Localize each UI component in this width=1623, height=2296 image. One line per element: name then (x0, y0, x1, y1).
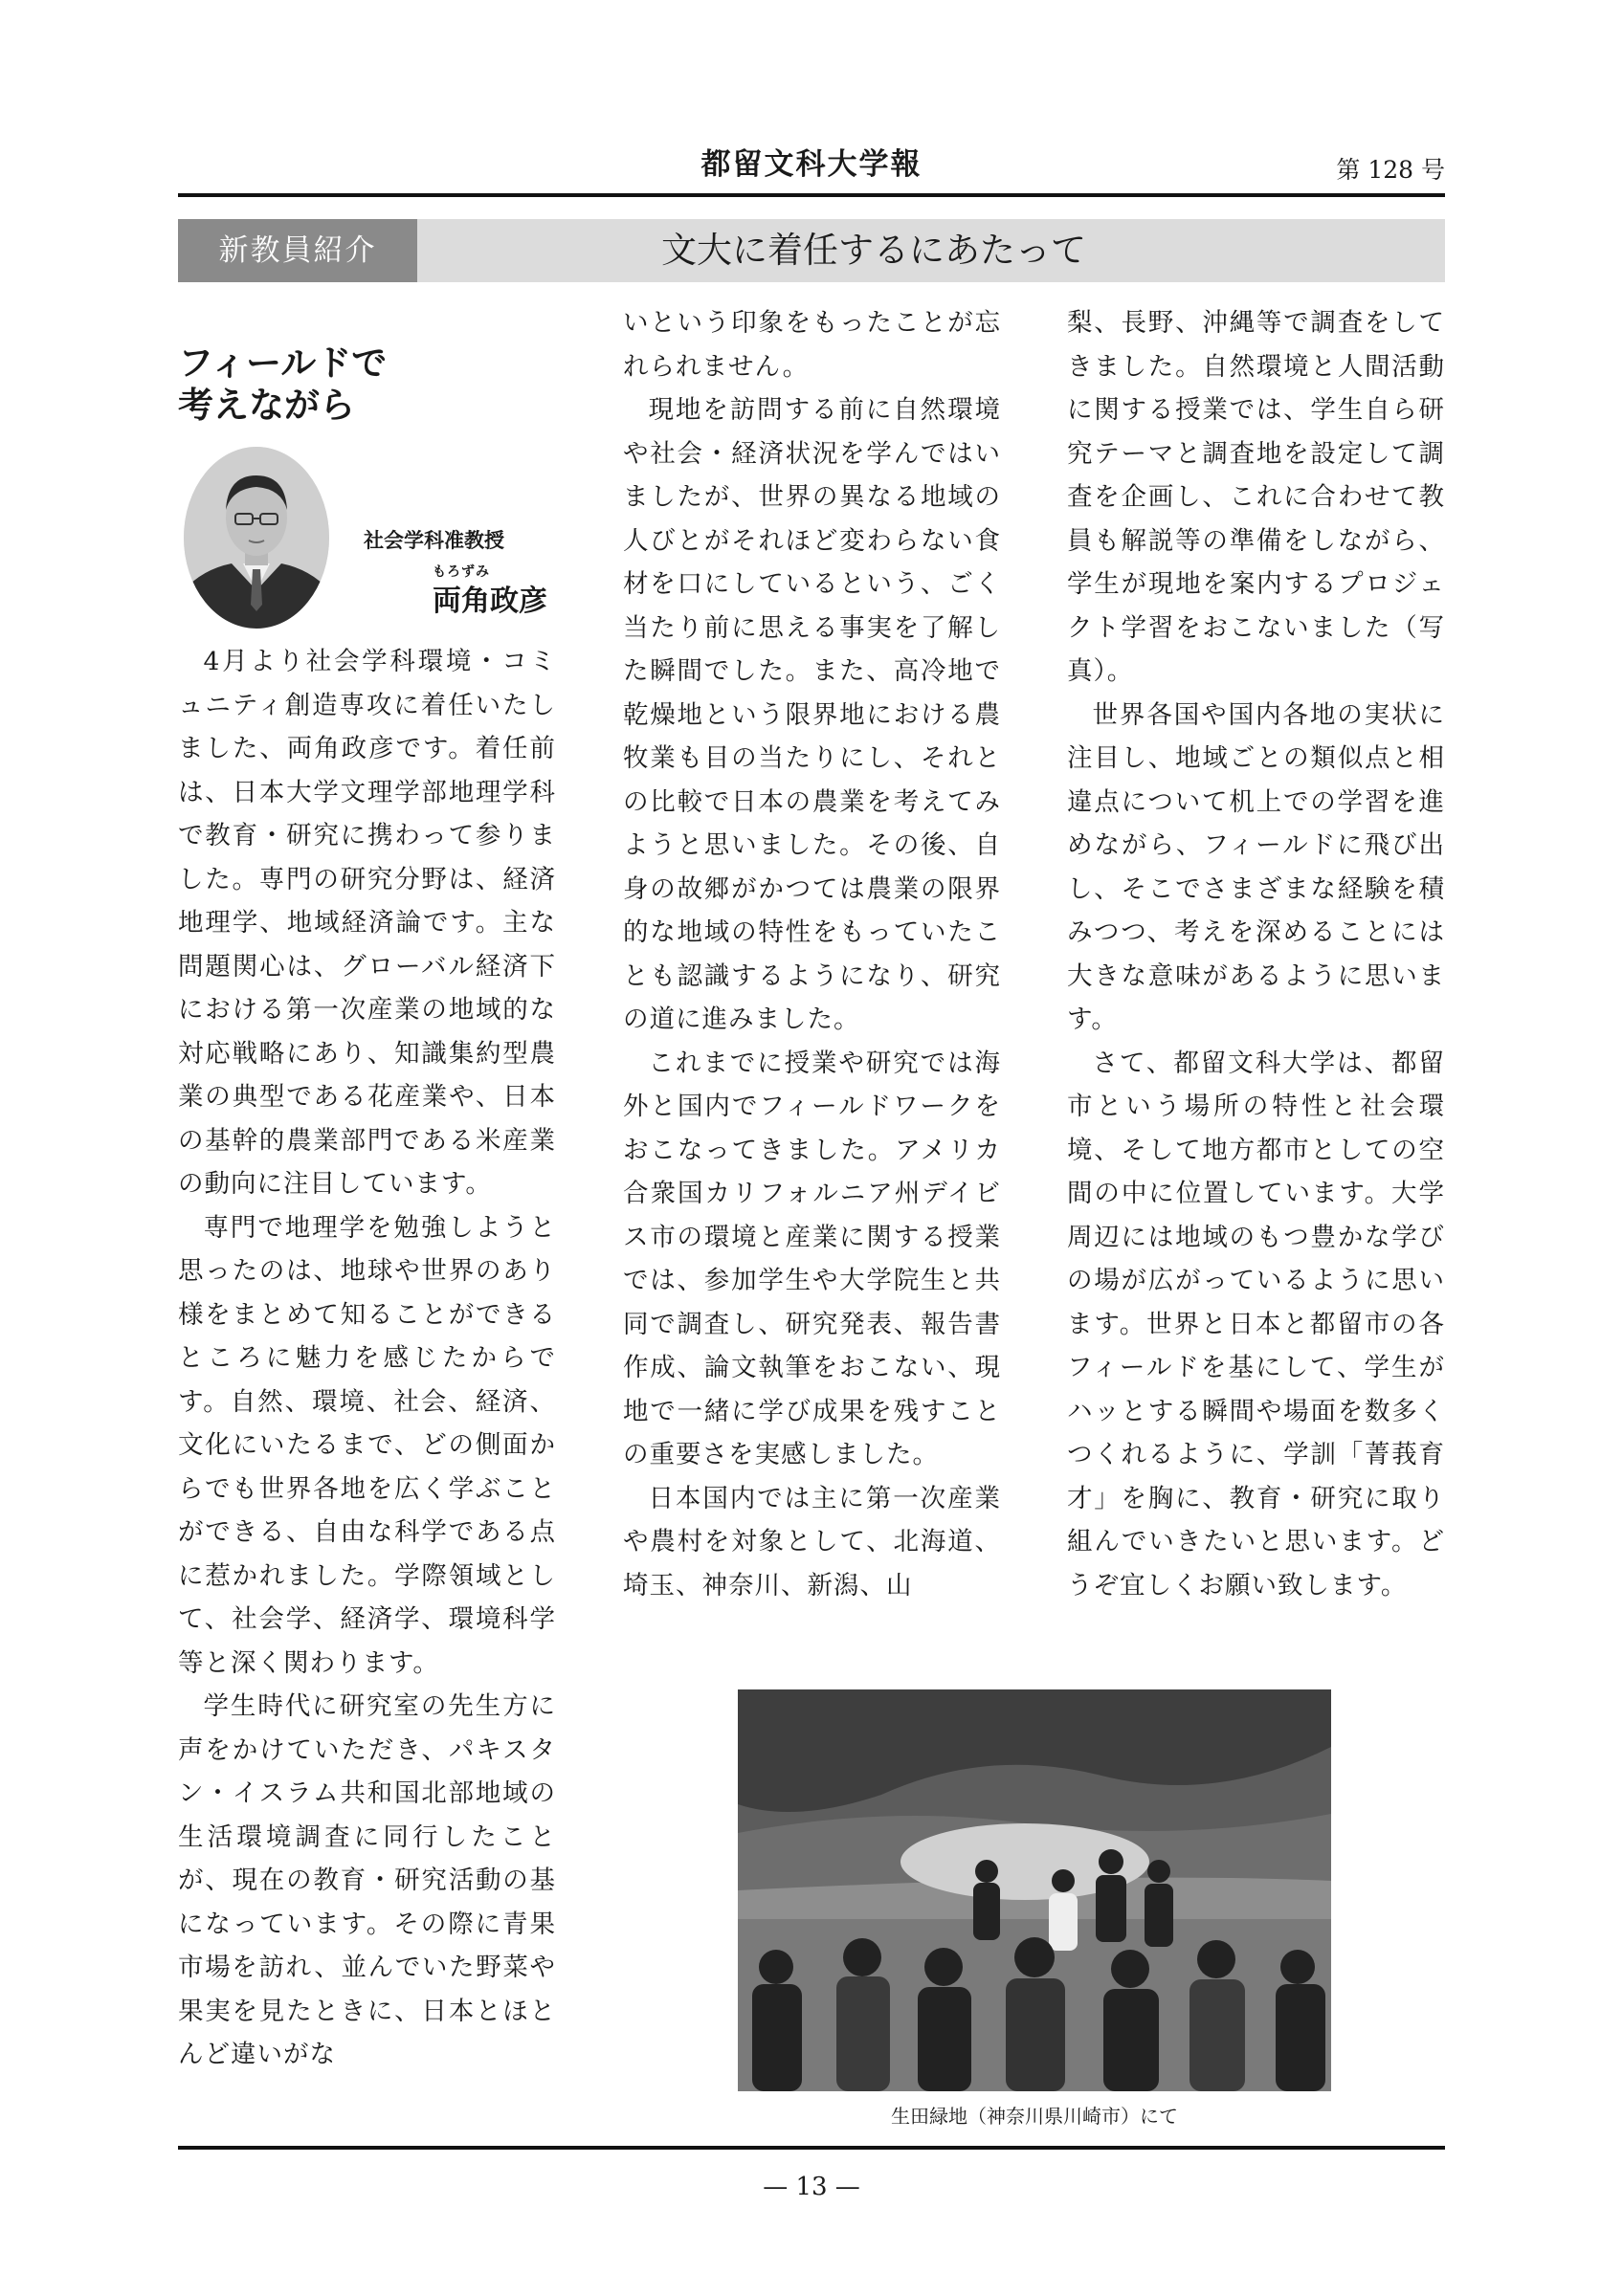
article-title (178, 342, 494, 427)
paragraph-continuation: 梨、長野、沖縄等で調査をしてきました。自然環境と人間活動に関する授業では、学生自ら研究テーマと調査地を設定して調査を企画し、これに合わせて教員も解説等の準備をしながら、学生が現地を案内するプロジェクト学習をおこないました（写真）。 (1067, 308, 1445, 686)
author-name: 両角政彦 (433, 585, 547, 618)
article-title-line-1: フィールドで (178, 342, 388, 384)
section-label: 新教員紹介 (178, 219, 417, 282)
paragraph: 現地を訪問する前に自然環境や社会・経済状況を学んではいましたが、世界の異なる地域の人びとがそれほど変わらない食材を口にしているという、ごく当たり前に思える事実を了解した瞬間でした。また、高冷地で乾燥地という限界地における農牧業も目の当たりにし、それとの比較で日本の農業を考えてみようと思いました。その後、自身の故郷がかつては農業の限界的な地域の特性をもっていたことも認識するようになり、研究の道に進みました。 (623, 395, 1001, 1034)
paragraph-continuation: いという印象をもったことが忘れられません。 (623, 308, 1001, 382)
author-affiliation: 社会学科准教授 (364, 529, 504, 552)
author-name-ruby: もろずみ (433, 564, 490, 580)
text-column-2 (623, 301, 1001, 1607)
paragraph: 専門で地理学を勉強しようと思ったのは、地球や世界のあり様をまとめて知ることができるところに魅力を感じたからです。自然、環境、社会、経済、文化にいたるまで、どの側面からでも世界各地を広く学ぶことができる、自由な科学である点に惹かれました。学際領域として、社会学、経済学、環境科学等と深く関わります。 (178, 1212, 556, 1678)
page-number: — 13 — (763, 2173, 860, 2201)
paragraph: 日本国内では主に第一次産業や農村を対象として、北海道、埼玉、神奈川、新潟、山 (623, 1483, 1001, 1601)
issue-number: 第 128 号 (1336, 156, 1445, 184)
header-rule (178, 193, 1445, 197)
journal-title: 都留文科大学報 (700, 147, 923, 182)
section-band (178, 219, 1445, 282)
photo-caption: 生田緑地（神奈川県川崎市）にて (891, 2105, 1178, 2128)
paragraph: さて、都留文科大学は、都留市という場所の特性と社会環境、そして地方都市としての空間の中に位置しています。大学周辺には地域のもつ豊かな学びの場が広がっているように思います。世界と日本と都留市の各フィールドを基にして、学生がハッとする瞬間や場面を数多くつくれるように、学訓「菁莪育才」を胸に、教育・研究に取り組んでいきたいと思います。どうぞ宜しくお願い致します。 (1067, 1048, 1445, 1601)
paragraph: 4月より社会学科環境・コミュニティ創造専攻に着任いたしました、両角政彦です。着任前は、日本大学文理学部地理学科で教育・研究に携わって参りました。専門の研究分野は、経済地理学、地域経済論です。主な問題関心は、グローバル経済下における第一次産業の地域的な対応戦略にあり、知識集約型農業の典型である花産業や、日本の基幹的農業部門である米産業の動向に注目しています。 (178, 647, 556, 1199)
field-trip-photo-image (738, 1689, 1331, 2091)
article-title-line-2: 考えながら (178, 385, 355, 426)
text-column-1 (178, 640, 556, 2077)
paragraph: 世界各国や国内各地の実状に注目し、地域ごとの類似点と相違点について机上での学習を進めながら、フィールドに飛び出し、そこでさまざまな経験を積みつつ、考えを深めることには大きな意味があるように思います。 (1067, 699, 1445, 1034)
paragraph: 学生時代に研究室の先生方に声をかけていただき、パキスタン・イスラム共和国北部地域の生活環境調査に同行したことが、現在の教育・研究活動の基になっています。その際に青果市場を訪れ、並んでいた野菜や果実を見たときに、日本とほとんど違いがな (178, 1691, 556, 2069)
author-portrait-image (184, 447, 329, 629)
paragraph: これまでに授業や研究では海外と国内でフィールドワークをおこなってきました。アメリカ合衆国カリフォルニア州デイビス市の環境と産業に関する授業では、参加学生や大学院生と共同で調査し、研究発表、報告書作成、論文執筆をおこない、現地で一緒に学び成果を残すことの重要さを実感しました。 (623, 1048, 1001, 1469)
section-title: 文大に着任するにあたって (661, 230, 1086, 271)
field-trip-photo (738, 1689, 1331, 2091)
footer-rule (178, 2146, 1445, 2150)
author-portrait (184, 447, 329, 629)
text-column-3 (1067, 301, 1445, 1607)
